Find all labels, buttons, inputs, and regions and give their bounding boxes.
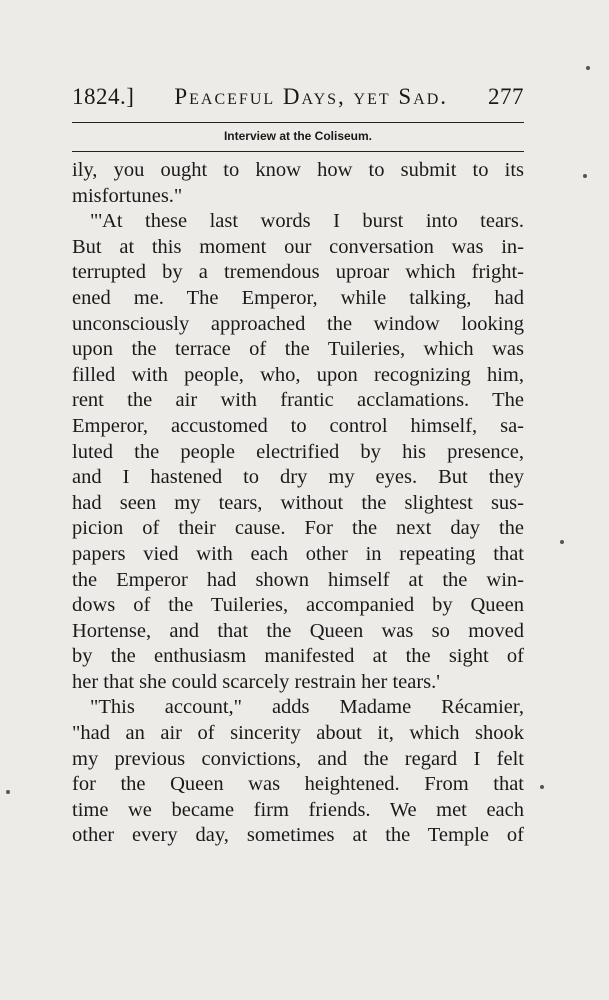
header-rule-bottom bbox=[72, 151, 524, 152]
text-line: But at this moment our conversation was in- bbox=[72, 235, 524, 258]
text-line: "'At these last words I burst into tears. bbox=[90, 210, 524, 233]
text-line: Hortense, and that the Queen was so moved bbox=[72, 619, 524, 642]
paper-speck bbox=[586, 66, 590, 70]
text-line: time we became firm friends. We met each bbox=[72, 798, 524, 821]
text-line: and I hastened to dry my eyes. But they bbox=[72, 466, 524, 489]
header-rule-top bbox=[72, 122, 524, 123]
text-line: papers vied with each other in repeating that bbox=[72, 542, 524, 565]
text-line: my previous convictions, and the regard I felt bbox=[72, 747, 524, 770]
section-subhead: Interview at the Coliseum. bbox=[223, 129, 373, 143]
text-line: terrupted by a tremendous uproar which fright- bbox=[72, 261, 524, 284]
text-line: dows of the Tuileries, accompanied by Queen bbox=[72, 594, 524, 617]
text-line: the Emperor had shown himself at the win- bbox=[72, 568, 524, 591]
text-line: for the Queen was heightened. From that bbox=[72, 773, 524, 796]
paper-speck bbox=[560, 540, 564, 544]
running-head bbox=[72, 84, 524, 110]
text-line: luted the people electrified by his presence, bbox=[72, 440, 524, 463]
text-line: unconsciously approached the window looking bbox=[72, 312, 524, 335]
paper-speck bbox=[540, 785, 544, 789]
text-line: ened me. The Emperor, while talking, had bbox=[72, 286, 524, 309]
header-title: Peaceful Days, yet Sad. bbox=[174, 84, 449, 109]
body-text bbox=[72, 158, 524, 849]
text-line: filled with people, who, upon recognizing him, bbox=[72, 363, 524, 386]
paper-speck bbox=[583, 174, 587, 178]
page-number: 277 bbox=[488, 84, 524, 109]
text-line: picion of their cause. For the next day the bbox=[72, 517, 524, 540]
text-line: "had an air of sincerity about it, which shook bbox=[72, 722, 524, 745]
text-line: rent the air with frantic acclamations. The bbox=[72, 389, 524, 412]
header-year: 1824.] bbox=[72, 84, 135, 109]
text-line: ily, you ought to know how to submit to its bbox=[72, 159, 524, 181]
text-line: other every day, sometimes at the Temple of bbox=[72, 824, 524, 847]
text-line: Emperor, accustomed to control himself, sa- bbox=[72, 414, 524, 437]
text-line: "This account," adds Madame Récamier, bbox=[90, 696, 524, 719]
text-line: had seen my tears, without the slightest sus- bbox=[72, 491, 524, 514]
text-line: misfortunes." bbox=[72, 184, 183, 207]
text-line: upon the terrace of the Tuileries, which was bbox=[72, 338, 524, 361]
text-line: her that she could scarcely restrain her tears.' bbox=[72, 670, 440, 693]
text-line: by the enthusiasm manifested at the sight of bbox=[72, 645, 524, 668]
paper-speck bbox=[6, 790, 10, 794]
